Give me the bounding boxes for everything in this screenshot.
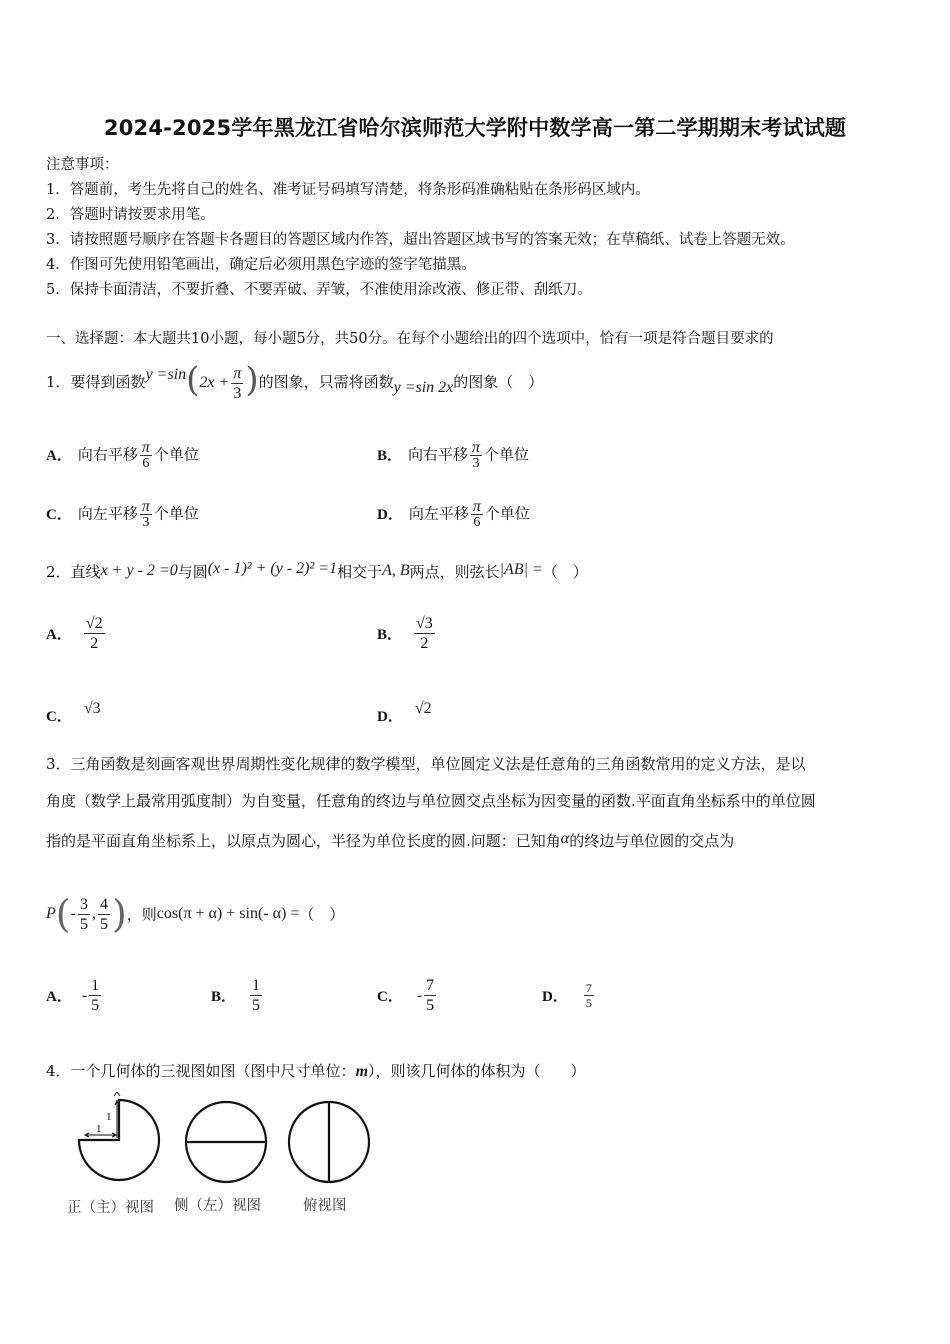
question-number: 1．	[46, 373, 71, 391]
question-4	[46, 1060, 586, 1081]
q3-line: 的终边与单位圆的交点为	[569, 832, 735, 850]
left-paren: (	[55, 892, 71, 936]
chord-length: |AB| =	[499, 561, 543, 578]
q2-option-c[interactable]: C． √3	[46, 700, 101, 725]
fraction: $\frac{3}{5}$	[79, 895, 88, 933]
fraction: $\frac{7}{5}$	[585, 981, 592, 1010]
question-number: 4．	[46, 1062, 71, 1080]
note-item: 4．作图可先使用铅笔画出，确定后必须用黑色字迹的签字笔描黑。	[46, 257, 476, 273]
point-p: P	[46, 905, 56, 922]
q1-text-a: 要得到函数	[70, 373, 146, 391]
note-item: 3．请按照题号顺序在答题卡各题目的答题区域内作答，超出答题区域书写的答案无效；在草稿纸、试卷上答题无效。	[46, 232, 795, 248]
question-2	[46, 560, 588, 582]
note-item: 1．答题前，考生先将自己的姓名、准考证号码填写清楚，将条形码准确粘贴在条形码区域内。	[46, 182, 650, 198]
front-view	[79, 1092, 159, 1180]
note-item: 2．答题时请按要求用笔。	[46, 207, 215, 223]
q1-option-b[interactable]: B． 向右平移 $\frac{\pi}{3}$ 个单位	[377, 439, 530, 471]
q3-option-d[interactable]: D． $\frac{7}{5}$	[542, 981, 592, 1010]
q3-option-a[interactable]: A． - $\frac{1}{5}$	[46, 977, 100, 1014]
dimension-label: 1	[96, 1123, 102, 1135]
fraction: $\frac{4}{5}$	[99, 895, 108, 933]
fraction: $\frac{\pi}{3}$	[472, 439, 481, 471]
q1-formula-1b: 2x +	[199, 374, 230, 391]
caption-top-view: 俯视图	[303, 1198, 347, 1214]
circle-equation: (x - 1)² + (y - 2)² =1	[207, 560, 338, 577]
q3-expression: cos(π + α) + sin(- α) =	[156, 905, 300, 922]
q1-formula-1a: y =sin	[145, 366, 187, 383]
left-paren: (	[186, 360, 200, 400]
right-paren: )	[111, 892, 127, 936]
note-item: 5．保持卡面清洁，不要折叠、不要弄破、弄皱，不准使用涂改液、修正带、刮纸刀。	[46, 282, 592, 298]
q1-option-d[interactable]: D． 向左平移 $\frac{\pi}{6}$ 个单位	[377, 498, 530, 530]
right-paren: )	[245, 360, 259, 400]
notes-heading: 注意事项：	[46, 157, 119, 173]
q3-line: 三角函数是刻画客观世界周期性变化规律的数学模型，单位圆定义法是任意角的三角函数常用的定义方法，是以	[70, 755, 806, 773]
q2-option-a[interactable]: A． $\frac{√2}{2}$	[46, 615, 103, 652]
q3-option-b[interactable]: B． $\frac{1}{5}$	[211, 977, 261, 1014]
fraction: $\frac{1}{5}$	[91, 977, 100, 1014]
q3-line: 指的是平面直角坐标系上，以原点为圆心，半径为单位长度的圆.问题：已知角	[46, 832, 561, 850]
q4-text: 一个几何体的三视图如图（图中尺寸单位：	[70, 1062, 356, 1080]
minus-sign: -	[70, 905, 76, 922]
q1-text-c: 的图象（ ）	[453, 373, 544, 391]
unit: m	[355, 1063, 369, 1080]
points: A, B	[382, 562, 410, 579]
question-number: 2．	[46, 563, 71, 581]
q2-text-d: 两点，则弦长	[409, 563, 500, 581]
side-view	[186, 1102, 266, 1182]
section-heading: 一、选择题：本大题共10小题，每小题5分，共50分。在每个小题给出的四个选项中，恰有一项是符合题目要求的	[46, 331, 774, 347]
top-view	[289, 1102, 369, 1182]
q2-option-d[interactable]: D． √2	[377, 700, 432, 725]
q3-answer-paren: （ ）	[299, 905, 345, 924]
q2-text-e: （ ）	[542, 563, 588, 581]
q4-text: ），则该几何体的体积为（ ）	[368, 1062, 586, 1080]
question-number: 3．	[46, 755, 71, 773]
fraction: $\frac{\pi}{6}$	[141, 439, 150, 471]
fraction: $\frac{\pi}{6}$	[472, 498, 481, 530]
fraction: $\frac{√3}{2}$	[416, 615, 433, 652]
alpha-symbol: α	[560, 830, 570, 847]
q2-text-a: 直线	[70, 563, 101, 581]
q2-option-b[interactable]: B． $\frac{√3}{2}$	[377, 615, 433, 652]
q2-text-c: 相交于	[337, 563, 383, 581]
fraction: $\frac{7}{5}$	[426, 977, 435, 1014]
q1-text-b: 的图象，只需将函数	[258, 373, 394, 391]
fraction: $\frac{\pi}{3}$	[233, 364, 242, 402]
q1-formula-2: y =sin 2x	[393, 379, 454, 396]
fraction: $\frac{1}{5}$	[252, 977, 261, 1014]
line-equation: x + y - 2 =0	[100, 562, 178, 579]
question-3	[46, 746, 906, 860]
q2-text-b: 与圆	[177, 563, 208, 581]
page-title: 2024-2025学年黑龙江省哈尔滨师范大学附中数学高一第二学期期末考试试题	[103, 116, 847, 140]
q1-option-c[interactable]: C． 向左平移 $\frac{\pi}{3}$ 个单位	[46, 498, 199, 530]
front-view-shape	[79, 1100, 159, 1180]
q3-line: 角度（数学上最常用弧度制）为自变量，任意角的终边与单位圆交点坐标为因变量的函数.平面直角坐标系中的单位圆	[46, 792, 816, 810]
fraction: $\frac{\pi}{3}$	[141, 498, 150, 530]
caption-front-view: 正（主）视图	[67, 1200, 154, 1216]
caption-side-view: 侧（左）视图	[174, 1198, 261, 1214]
q3-point-line: P(- $\frac{3}{5}$ , $\frac{4}{5}$ )，则cos(π + α) + sin(- α) =（ ）	[46, 892, 345, 936]
question-1	[46, 360, 543, 403]
q3-option-c[interactable]: C． - $\frac{7}{5}$	[377, 977, 435, 1014]
dimension-label: 1	[106, 1111, 112, 1123]
q3-then: ，则	[126, 905, 157, 924]
q1-option-a[interactable]: A． 向右平移 $\frac{\pi}{6}$ 个单位	[46, 439, 199, 471]
fraction: $\frac{√2}{2}$	[85, 615, 103, 652]
